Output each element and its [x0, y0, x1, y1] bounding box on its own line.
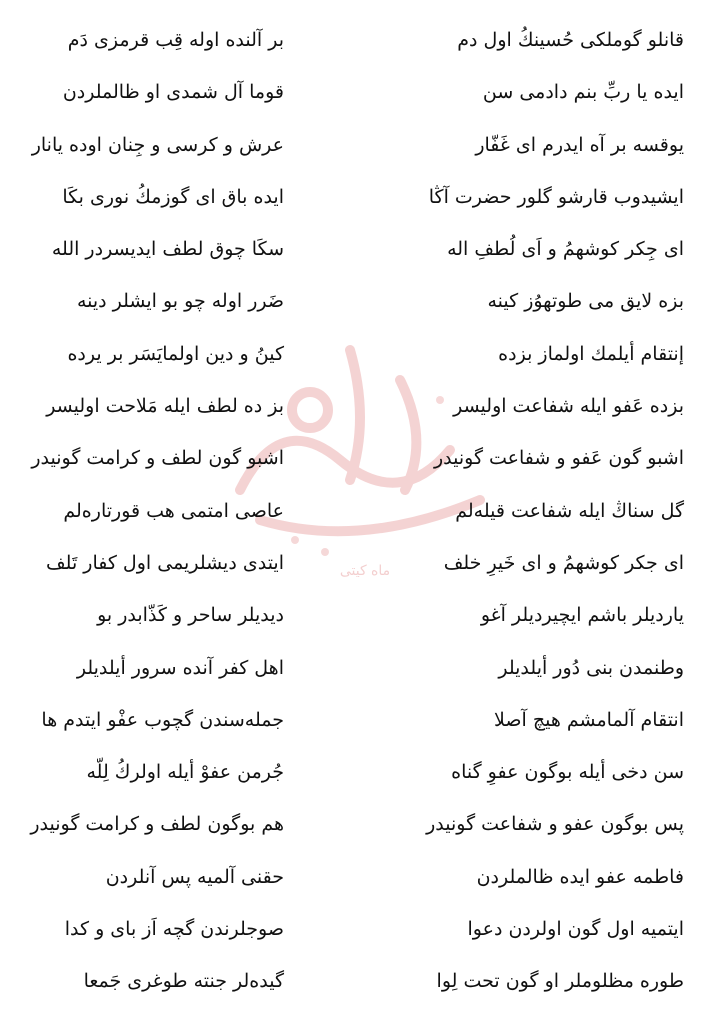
verse-right-hemistich: وطنمدن بنی دُور أیلدیلر: [498, 656, 684, 679]
verse-line: [0, 648, 722, 700]
verse-line: [0, 961, 722, 1013]
verse-left-hemistich: گیدەلر جنته طوغری جَمعا: [83, 970, 284, 993]
verse-left-hemistich: عرش و کرسی و جِنان اوده یانار: [31, 133, 284, 156]
verse-right-hemistich: گل سناڭ ایله شفاعت قیلەلم: [455, 499, 684, 522]
verse-left-hemistich: اشبو گون لطف و کرامت گونیدر: [31, 447, 284, 470]
verse-line: [0, 334, 722, 386]
verse-right-hemistich: ای جِکر کوشهمُ و اَی لُطفِ اله: [447, 238, 684, 261]
verse-right-hemistich: قانلو گوملکی حُسینكُ اول دم: [457, 29, 684, 51]
verse-line: [0, 177, 722, 229]
verse-right-hemistich: طوره مظلوملر او گون تحت لِوا: [436, 970, 684, 993]
verse-left-hemistich: دیدیلر ساحر و کَذّابدر بو: [97, 604, 284, 627]
watermark-text: ماه کیتی: [339, 563, 391, 579]
verse-right-hemistich: اشبو گون عَفو و شفاعت گونیدر: [433, 447, 684, 470]
verse-left-hemistich: صوجلرندن گچه اَز بای و کدا: [64, 918, 284, 941]
verse-left-hemistich: بز ده لطف ایله مَلاحت اولیسر: [46, 395, 284, 418]
verse-line: [0, 20, 722, 72]
verse-left-hemistich: حقنی آلمیه پس آنلردن: [105, 865, 284, 888]
verse-left-hemistich: سكَا چوق لطف ایدیسردر الله: [51, 238, 284, 261]
verse-right-hemistich: ایشیدوب قارشو گلور حضرت آڭا: [428, 185, 684, 208]
verse-line: [0, 700, 722, 752]
verse-right-hemistich: ایتمیه اول گون اولردن دعوا: [467, 918, 684, 941]
verse-line: [0, 804, 722, 856]
verse-right-hemistich: سن دخی أیله بوگون عفوِ گناه: [451, 761, 684, 784]
verse-right-hemistich: انتقام آلمامشم هیچ آصلا: [494, 708, 684, 731]
verse-line: [0, 72, 722, 124]
verse-right-hemistich: پس بوگون عفو و شفاعت گونیدر: [426, 813, 684, 836]
verse-left-hemistich: کینُ و دین اولمایَسَر بر یرده: [67, 342, 284, 365]
verse-line: [0, 491, 722, 543]
verse-left-hemistich: ایتدی دیشلریمی اول کفار تَلف: [45, 551, 284, 574]
verse-left-hemistich: هم بوگون لطف و کرامت گونیدر: [30, 813, 284, 836]
verse-left-hemistich: قوما آل شمدی او ظالملردن: [62, 81, 284, 104]
verse-right-hemistich: إنتقام أیلمك اولماز بزده: [498, 342, 684, 365]
verse-left-hemistich: اهل کفر آنده سرور أیلدیلر: [76, 656, 284, 679]
verse-line: [0, 752, 722, 804]
verse-left-hemistich: بر آلنده اوله قِب قرمزی دَم: [67, 29, 284, 51]
verse-left-hemistich: ایده باق ای گوزمكُ نوری بكَا: [62, 185, 284, 208]
verse-line: [0, 909, 722, 961]
verse-line: [0, 125, 722, 177]
verse-right-hemistich: ایده یا ربِّ بنم دادمی سن: [482, 81, 684, 104]
poem: [0, 20, 722, 1014]
verse-right-hemistich: یاردیلر باشم ایچیردیلر آغو: [480, 604, 684, 627]
verse-right-hemistich: یوقسه بر آه ایدرم ای غَفّار: [475, 133, 684, 156]
verse-left-hemistich: عاصی امتمی هب قورتارەلم: [63, 499, 284, 522]
verse-line: [0, 595, 722, 647]
verse-left-hemistich: جُرمن عفوْ أیله اولركُ لِلّه: [86, 761, 284, 784]
verse-left-hemistich: ضَرر اوله چو بو ایشلر دینه: [76, 290, 284, 313]
verse-right-hemistich: بزه لایق می طوتهوُز کینه: [487, 290, 684, 313]
verse-right-hemistich: فاطمه عفو ایده ظالملردن: [476, 865, 684, 888]
verse-line: [0, 229, 722, 281]
verse-line: [0, 386, 722, 438]
verse-left-hemistich: جملەسندن گچوب عفْو ایتدم ها: [41, 708, 284, 731]
verse-line: [0, 438, 722, 490]
verse-line: [0, 857, 722, 909]
verse-right-hemistich: ای جکر کوشهمُ و ای خَیرِ خلف: [443, 551, 684, 574]
verse-line: [0, 281, 722, 333]
verse-line: [0, 543, 722, 595]
verse-right-hemistich: بزده عَفو ایله شفاعت اولیسر: [453, 395, 684, 418]
